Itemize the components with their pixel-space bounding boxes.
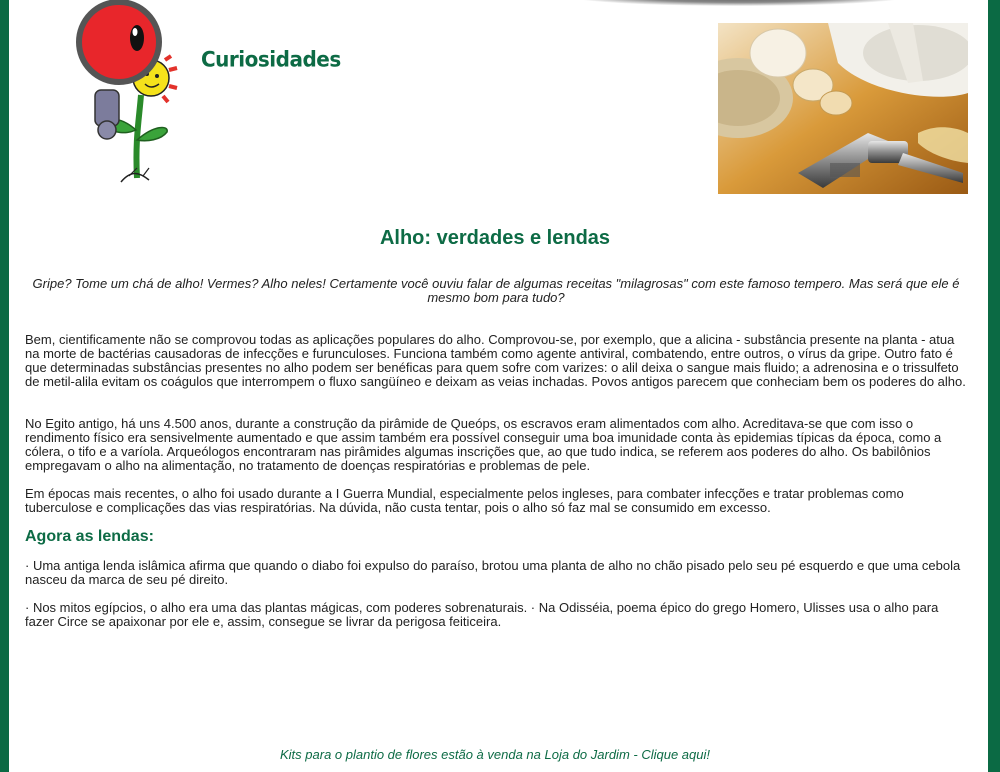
article-intro: Gripe? Tome um chá de alho! Vermes? Alho neles! Certamente você ouviu falar de algumas receitas "milagrosas" com este famoso tempero. Mas será que ele é mesmo bom para tudo? bbox=[32, 276, 960, 305]
article-paragraph: Bem, cientificamente não se comprovou todas as aplicações populares do alho. Comprovou-se, por exemplo, que a alicina - substância presente na planta - atua na morte de bactérias causadoras de infecções e furunculoses. Funciona também como agente antiviral, combatendo, entre outros, o vírus da gripe. Outro fato é que determinadas substâncias presentes no alho podem ser benéficas para quem sofre com varizes: o alil deixa o sangue mais fluido; a adrenosina e o trissulfeto de metil-alila evitam os coágulos que interrompem o fluxo sangüíneo e deixam as veias inchadas. Povos antigos parecem que conheciam bem os poderes do alho. bbox=[25, 332, 966, 389]
article-paragraph: Em épocas mais recentes, o alho foi usado durante a I Guerra Mundial, especialmente pelos ingleses, para combater infecções e tratar problemas como tuberculose e complicações das vias respiratórias. Na dúvida, não custa tentar, pois o alho só faz mal se consumido em excesso. bbox=[25, 486, 904, 515]
section-title: Curiosidades bbox=[201, 46, 341, 72]
store-promo-link[interactable]: Kits para o plantio de flores estão à venda na Loja do Jardim - Clique aqui! bbox=[280, 747, 710, 762]
legend-item: · Nos mitos egípcios, o alho era uma das plantas mágicas, com poderes sobrenaturais. · Na Odisséia, poema épico do grego Homero, Ulisses usa o alho para fazer Circe se apaixonar por ele e, assim, consegue se livrar da perigosa feiticeira. bbox=[25, 600, 939, 629]
article-title: Alho: verdades e lendas bbox=[379, 227, 611, 249]
page-content bbox=[9, 0, 988, 772]
top-decoration bbox=[569, 0, 909, 6]
article-paragraph: No Egito antigo, há uns 4.500 anos, durante a construção da pirâmide de Queóps, os escravos eram alimentados com alho. Acreditava-se que com isso o rendimento físico era sensivelmente aumentado e que assim também era possível conseguir uma boa imunidade conta às epidemias típicas da época, como a cólera, o tifo e a varíola. Arqueólogos encontraram nas pirâmides algumas inscrições que, ao que tudo indica, se referem aos poderes do alho. Os babilônios empregavam o alho na alimentação, no tratamento de doenças respiratórias e problemas de pele. bbox=[25, 416, 942, 473]
garlic-press-photo bbox=[718, 23, 968, 194]
legend-item: · Uma antiga lenda islâmica afirma que quando o diabo foi expulso do paraíso, brotou uma planta de alho no chão pisado pelo seu pé esquerdo e que uma cebola nasceu da marca de seu pé direito. bbox=[25, 558, 961, 587]
legends-heading: Agora as lendas: bbox=[25, 528, 154, 545]
flower-magnifier-mascot-icon bbox=[39, 0, 179, 190]
